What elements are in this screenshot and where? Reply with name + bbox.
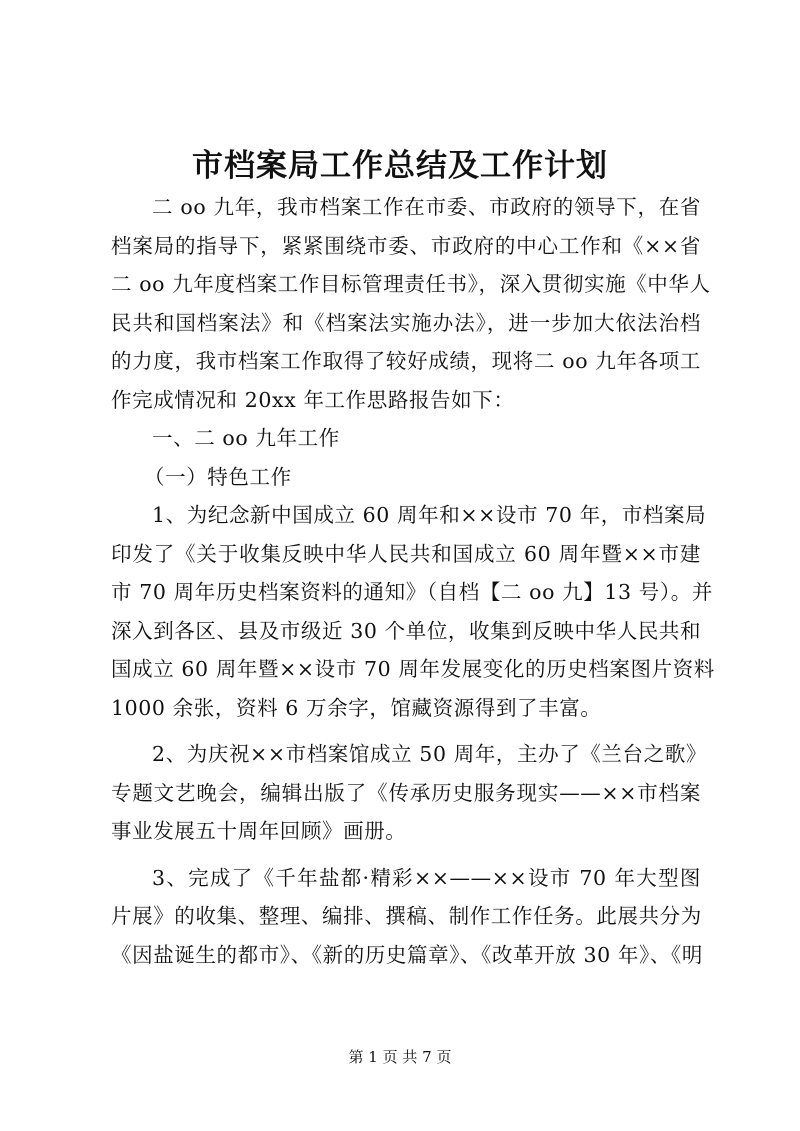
paragraph-line: 档案局的指导下，紧紧围绕市委、市政府的中心工作和《××省 (111, 233, 701, 258)
paragraph-line: 市 70 周年历史档案资料的通知》（自档【二 oo 九】13 号）。并 (111, 580, 713, 604)
paragraph-line: 深入到各区、县及市级近 30 个单位，收集到反映中华人民共和 (111, 618, 702, 643)
paragraph-line: 专题文艺晚会，编辑出版了《传承历史服务现实——××市档案 (111, 780, 701, 805)
paragraph-line: 1、为纪念新中国成立 60 周年和××设市 70 年，市档案局 (152, 503, 707, 527)
document-title: 市档案局工作总结及工作计划 (192, 148, 608, 184)
paragraph-line: 国成立 60 周年暨××设市 70 周年发展变化的历史档案图片资料 (111, 657, 715, 681)
paragraph-line: 事业发展五十周年回顾》画册。 (111, 819, 407, 843)
document-body (111, 188, 715, 974)
paragraph-line: 印发了《关于收集反映中华人民共和国成立 60 周年暨××市建 (111, 541, 701, 566)
paragraph-line: 片展》的收集、整理、编排、撰稿、制作工作任务。此展共分为 (111, 904, 702, 928)
subsection-heading: （一）特色工作 (144, 464, 292, 489)
section-heading: 一、二 oo 九年工作 (152, 426, 340, 450)
paragraph-line: 二 oo 九年度档案工作目标管理责任书》，深入贯彻实施《中华人 (111, 272, 711, 296)
paragraph-line: 3、完成了《千年盐都·精彩××——××设市 70 年大型图 (152, 865, 701, 890)
paragraph-line: 作完成情况和 20xx 年工作思路报告如下： (111, 387, 515, 412)
paragraph-line: 的力度，我市档案工作取得了较好成绩，现将二 oo 九年各项工 (111, 349, 701, 373)
paragraph-line: 2、为庆祝××市档案馆成立 50 周年，主办了《兰台之歌》 (152, 742, 707, 766)
paragraph-line: 《因盐诞生的都市》、《新的历史篇章》、《改革开放 30 年》、《明 (111, 942, 703, 967)
paragraph-line: 1000 余张，资料 6 万余字，馆藏资源得到了丰富。 (111, 695, 602, 720)
paragraph-line: 民共和国档案法》和《档案法实施办法》，进一步加大依法治档 (111, 310, 701, 335)
page-footer: 第 1 页 共 7 页 (348, 1048, 452, 1066)
paragraph-line: 二 oo 九年，我市档案工作在市委、市政府的领导下，在省 (152, 195, 701, 219)
